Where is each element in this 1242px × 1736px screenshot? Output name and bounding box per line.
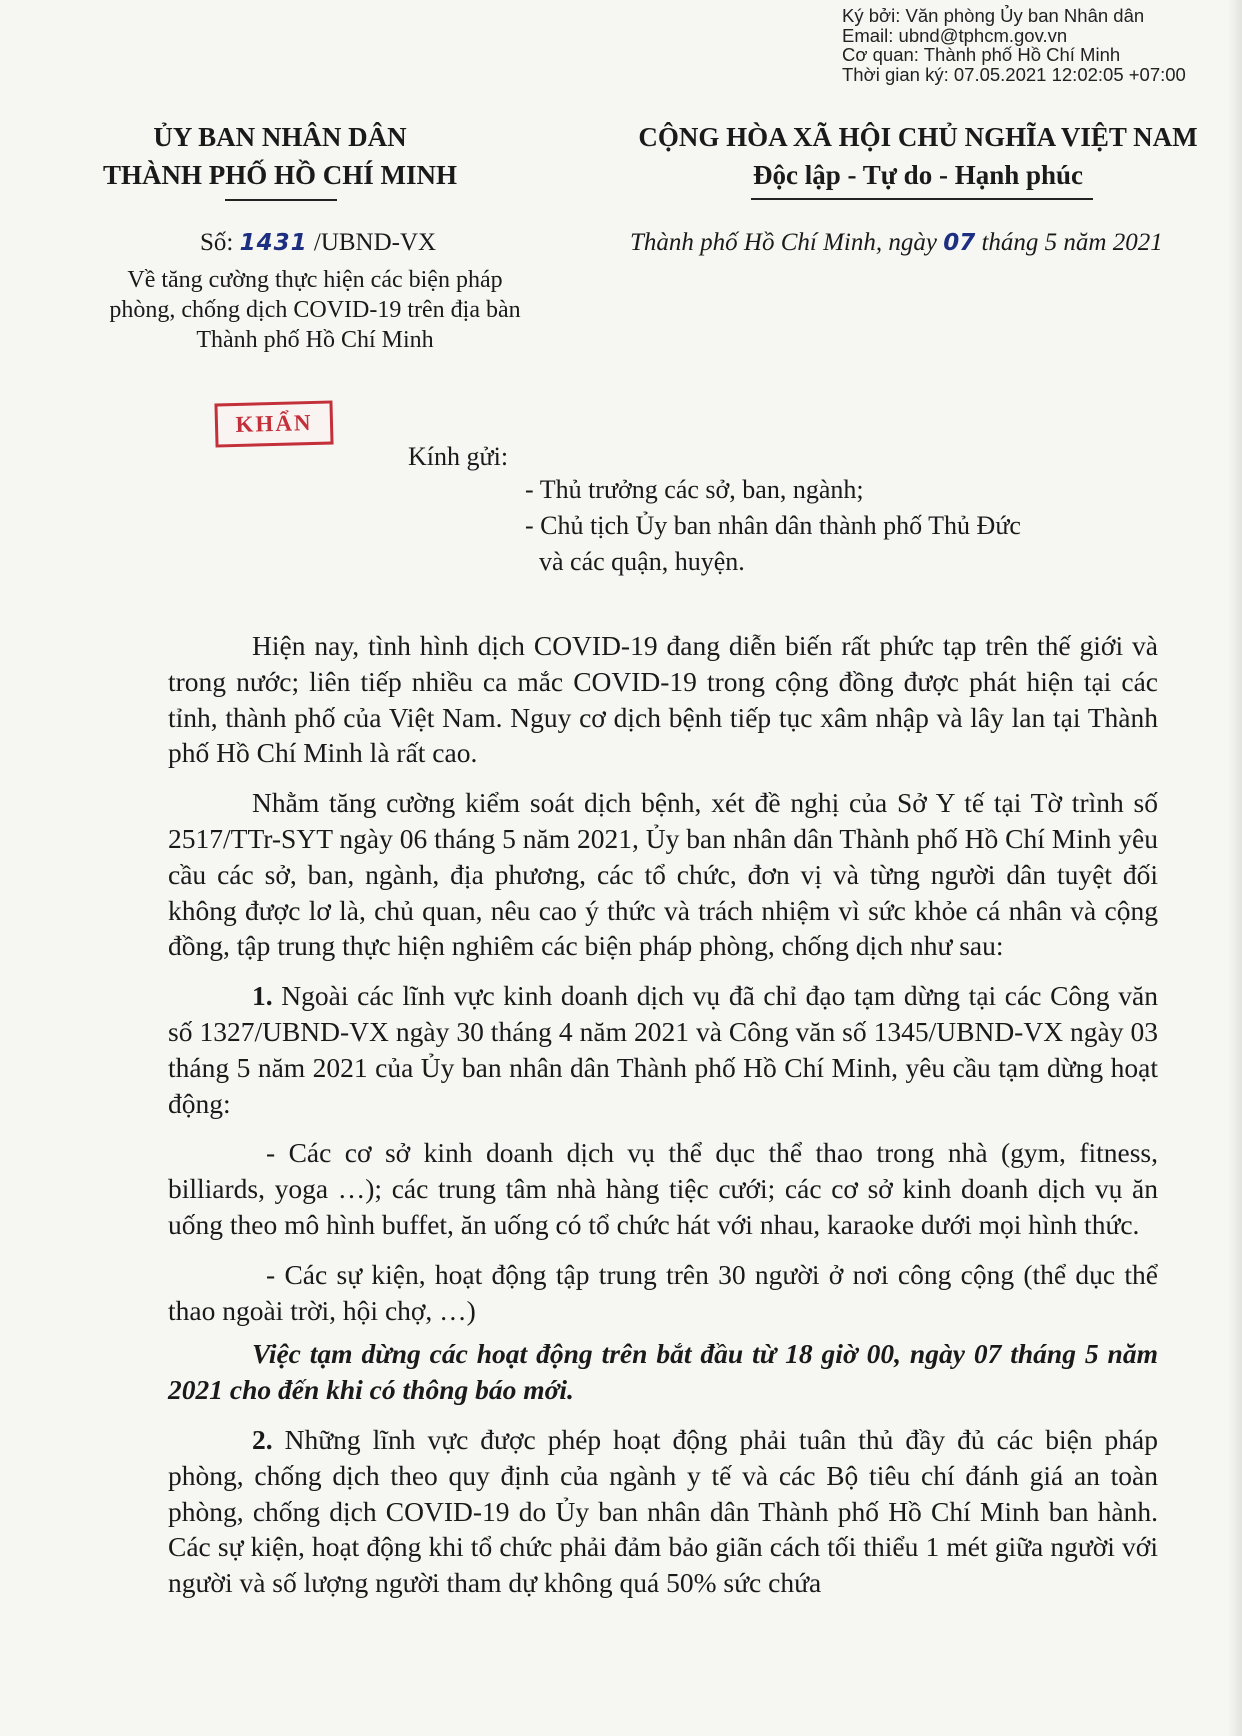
document-subject	[95, 265, 535, 355]
urgent-stamp: KHẨN	[214, 400, 333, 447]
recipient-2-continuation: và các quận, huyện.	[539, 547, 745, 576]
paragraph-public-events: - Các sự kiện, hoạt động tập trung trên 30 người ở nơi công cộng (thể dục thể thao ngoài trời, hội chợ, …)	[168, 1258, 1158, 1326]
national-title	[600, 118, 1236, 194]
item-1-number: 1.	[252, 980, 273, 1012]
paragraph-effective-time: Việc tạm dừng các hoạt động trên bắt đầu từ 18 giờ 00, ngày 07 tháng 5 năm 2021 cho đến khi có thông báo mới.	[168, 1338, 1158, 1406]
document-body	[168, 628, 1158, 1615]
signature-time: Thời gian ký: 07.05.2021 12:02:05 +07:00	[842, 63, 1186, 85]
item-1-text: Ngoài các lĩnh vực kinh doanh dịch vụ đã chỉ đạo tạm dừng tại các Công văn số 1327/UBND-VX ngày 30 tháng 4 năm 2021 và Công văn số 1345/UBND-VX ngày 03 tháng 5 năm 2021 của Ủy ban nhân dân Thành phố Hồ Chí Minh, yêu cầu tạm dừng hoạt động:	[168, 980, 1159, 1119]
date-suffix: tháng 5 năm 2021	[981, 229, 1163, 256]
recipients-list	[525, 472, 1021, 580]
authority-underline	[225, 199, 337, 201]
page-edge-shadow	[1228, 0, 1242, 1736]
date-prefix: Thành phố Hồ Chí Minh, ngày	[630, 229, 937, 256]
signature-signer: Ký bởi: Văn phòng Ủy ban Nhân dân	[842, 5, 1145, 26]
authority-line1: ỦY BAN NHÂN DÂN	[153, 122, 407, 152]
subject-line1: Về tăng cường thực hiện các biện pháp	[127, 267, 503, 293]
document-number-suffix: /UBND-VX	[313, 229, 437, 256]
document-number	[200, 229, 436, 257]
digital-signature-block	[842, 6, 1232, 84]
signature-email: Email: ubnd@tphcm.gov.vn	[842, 24, 1068, 46]
authority-line2: THÀNH PHỐ HỒ CHÍ MINH	[102, 160, 457, 190]
paragraph-situation: Hiện nay, tình hình dịch COVID-19 đang diễn biến rất phức tạp trên thế giới và trong nước; liên tiếp nhiều ca mắc COVID-19 trong cộng đồng được phát hiện tại các tỉnh, thành phố của Việt Nam. Nguy cơ dịch bệnh tiếp tục xâm nhập và lây lan tại Thành phố Hồ Chí Minh là rất cao.	[168, 630, 1158, 769]
document-number-prefix: Số:	[200, 229, 234, 256]
paragraph-item-2	[168, 1422, 1158, 1601]
paragraph-indoor-services: - Các cơ sở kinh doanh dịch vụ thể dục thể thao trong nhà (gym, fitness, billiards, yoga …); các trung tâm nhà hàng tiệc cưới; các cơ sở kinh doanh dịch vụ ăn uống theo mô hình buffet, ăn uống có tổ chức hát với nhau, karaoke dưới mọi hình thức.	[168, 1137, 1158, 1240]
national-title-line1: CỘNG HÒA XÃ HỘI CHỦ NGHĨA VIỆT NAM	[638, 122, 1198, 152]
item-2-number: 2.	[252, 1423, 273, 1455]
national-motto: Độc lập - Tự do - Hạnh phúc	[752, 160, 1084, 190]
subject-line2: phòng, chống dịch COVID-19 trên địa bàn	[109, 297, 521, 323]
recipient-2: - Chủ tịch Ủy ban nhân dân thành phố Thủ Đức	[525, 511, 1021, 540]
paragraph-request: Nhằm tăng cường kiểm soát dịch bệnh, xét đề nghị của Sở Y tế tại Tờ trình số 2517/TTr-SYT ngày 06 tháng 5 năm 2021, Ủy ban nhân dân Thành phố Hồ Chí Minh yêu cầu các sở, ban, ngành, địa phương, các tổ chức, đơn vị và từng người dân tuyệt đối không được lơ là, chủ quan, nêu cao ý thức và trách nhiệm vì sức khỏe cá nhân và cộng đồng, tập trung thực hiện nghiêm các biện pháp phòng, chống dịch như sau:	[168, 787, 1158, 962]
recipient-1: - Thủ trưởng các sở, ban, ngành;	[525, 475, 864, 504]
paragraph-item-1	[168, 978, 1158, 1121]
item-2-text: Những lĩnh vực được phép hoạt động phải tuân thủ đầy đủ các biện pháp phòng, chống dịch theo quy định của ngành y tế và các Bộ tiêu chí đánh giá an toàn phòng, chống dịch COVID-19 do Ủy ban nhân dân Thành phố Hồ Chí Minh ban hành. Các sự kiện, hoạt động khi tổ chức phải đảm bảo giãn cách tối thiểu 1 mét giữa người với người và số lượng người tham dự không quá 50% sức chứa	[168, 1423, 1159, 1599]
document-date	[630, 229, 1163, 257]
document-number-handwritten: 1431	[239, 230, 308, 256]
motto-underline	[751, 198, 1093, 200]
issuing-authority	[0, 118, 560, 194]
salutation: Kính gửi:	[408, 442, 509, 471]
subject-line3: Thành phố Hồ Chí Minh	[196, 327, 434, 353]
date-handwritten-day: 07	[943, 230, 976, 256]
signature-agency: Cơ quan: Thành phố Hồ Chí Minh	[842, 44, 1121, 65]
